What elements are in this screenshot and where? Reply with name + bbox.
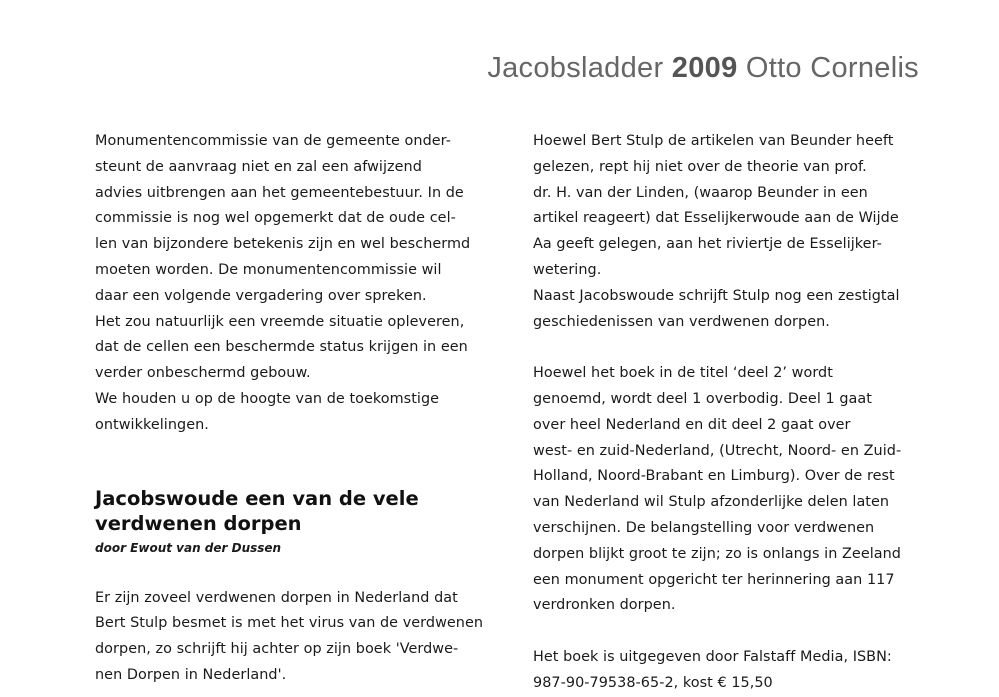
text-line: Het zou natuurlijk een vreemde situatie opleveren, bbox=[95, 313, 465, 330]
text-line: advies uitbrengen aan het gemeentebestuur. In de bbox=[95, 184, 464, 201]
right-column bbox=[533, 129, 923, 697]
text-line: genoemd, wordt deel 1 overbodig. Deel 1 gaat bbox=[533, 390, 872, 407]
text-line: steunt de aanvraag niet en zal een afwijzend bbox=[95, 158, 422, 175]
paragraph-intro bbox=[95, 586, 495, 689]
paragraph-gap bbox=[533, 619, 923, 645]
header-author: Otto Cornelis bbox=[745, 52, 919, 84]
text-line: dr. H. van der Linden, (waarop Beunder in een bbox=[533, 184, 868, 201]
text-line: verdronken dorpen. bbox=[533, 597, 676, 614]
paragraph-publication bbox=[533, 645, 923, 697]
paragraph-gap bbox=[533, 335, 923, 361]
text-line: Naast Jacobswoude schrijft Stulp nog een zestigtal bbox=[533, 287, 900, 304]
text-line: ontwikkelingen. bbox=[95, 416, 209, 433]
page-header bbox=[487, 52, 919, 85]
text-line: Monumentencommissie van de gemeente onder- bbox=[95, 133, 451, 149]
text-line: verschijnen. De belangstelling voor verdwenen bbox=[533, 519, 875, 536]
article-heading bbox=[95, 486, 495, 558]
text-line: len van bijzondere betekenis zijn en wel beschermd bbox=[95, 236, 471, 253]
text-line: gelezen, rept hij niet over de theorie van prof. bbox=[533, 158, 867, 175]
text-line: dorpen, zo schrijft hij achter op zijn boek 'Verdwe- bbox=[95, 641, 459, 658]
text-line: west- en zuid-Nederland, (Utrecht, Noord- en Zuid- bbox=[533, 442, 902, 459]
text-line: Er zijn zoveel verdwenen dorpen in Nederland dat bbox=[95, 589, 458, 606]
paragraph-monumentencommissie bbox=[95, 129, 495, 439]
article-byline: door Ewout van der Dussen bbox=[95, 540, 282, 555]
left-column bbox=[95, 129, 495, 689]
text-line: moeten worden. De monumentencommissie wil bbox=[95, 261, 442, 278]
text-line: Hoewel Bert Stulp de artikelen van Beunder heeft bbox=[533, 133, 894, 149]
text-line: dat de cellen een beschermde status krijgen in een bbox=[95, 339, 468, 356]
text-line: Hoewel het boek in de titel ‘deel 2’ wordt bbox=[533, 365, 833, 382]
text-line: artikel reageert) dat Esselijkerwoude aan de Wijde bbox=[533, 210, 899, 227]
text-line: geschiedenissen van verdwenen dorpen. bbox=[533, 313, 830, 330]
text-line: Bert Stulp besmet is met het virus van de verdwenen bbox=[95, 615, 484, 632]
text-line: commissie is nog wel opgemerkt dat de oude cel- bbox=[95, 210, 456, 227]
header-year: 2009 bbox=[671, 52, 738, 84]
article-title-line: Jacobswoude een van de vele bbox=[95, 486, 419, 510]
text-line: daar een volgende vergadering over spreken. bbox=[95, 287, 427, 304]
paragraph-beunder bbox=[533, 129, 923, 335]
text-line: nen Dorpen in Nederland'. bbox=[95, 666, 287, 683]
text-line: een monument opgericht ter herinnering aan 117 bbox=[533, 571, 895, 588]
text-line: van Nederland wil Stulp afzonderlijke delen laten bbox=[533, 494, 890, 511]
paragraph-deel bbox=[533, 361, 923, 619]
text-line: dorpen blijkt groot te zijn; zo is onlangs in Zeeland bbox=[533, 545, 901, 562]
text-line: verder onbeschermd gebouw. bbox=[95, 365, 311, 382]
text-line: Aa geeft gelegen, aan het riviertje de Esselijker- bbox=[533, 236, 882, 253]
article-title-line: verdwenen dorpen bbox=[95, 511, 302, 535]
text-line: 987-90-79538-65-2, kost € 15,50 bbox=[533, 674, 773, 691]
text-line: wetering. bbox=[533, 261, 602, 278]
text-line: Holland, Noord-Brabant en Limburg). Over de rest bbox=[533, 468, 895, 485]
text-line: We houden u op de hoogte van de toekomstige bbox=[95, 390, 440, 407]
header-title: Jacobsladder bbox=[487, 52, 664, 84]
text-line: over heel Nederland en dit deel 2 gaat over bbox=[533, 416, 851, 433]
text-line: Het boek is uitgegeven door Falstaff Media, ISBN: bbox=[533, 648, 892, 665]
